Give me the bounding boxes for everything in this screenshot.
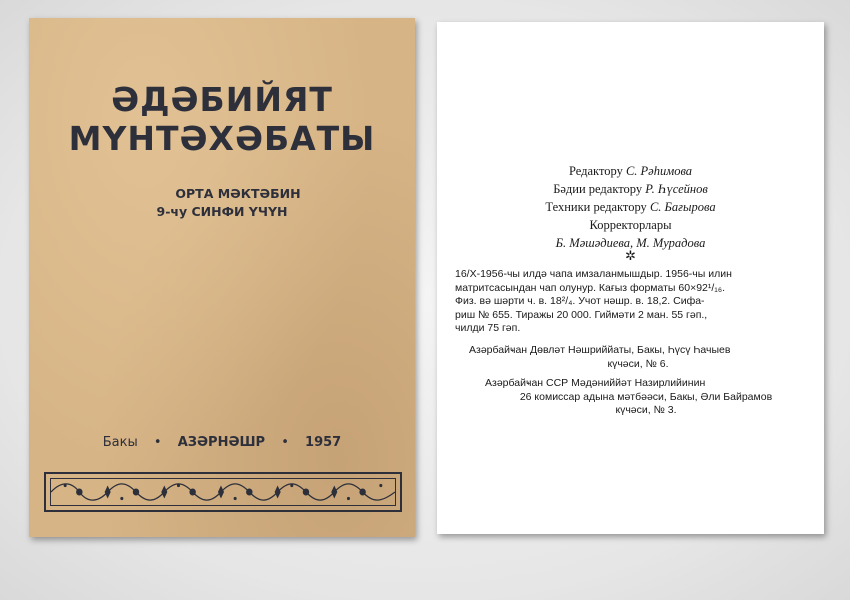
print-line: чилди 75 гәп. xyxy=(455,322,521,334)
cover-subtitle-line-1: ОРТА МӘКТӘБИН xyxy=(175,186,301,201)
printer-address xyxy=(455,377,807,418)
credit-name: Р. Һүсейнов xyxy=(645,182,708,196)
print-line: риш № 655. Тиражы 20 000. Гиймәти 2 ман. 55 гәп., xyxy=(455,308,708,321)
cover-year: 1957 xyxy=(305,435,342,450)
book-cover xyxy=(29,18,415,537)
credit-label: Бәдии редактору xyxy=(553,182,643,196)
imprint-page xyxy=(437,22,824,534)
credit-label: Редактору xyxy=(568,164,623,178)
printer-line: 26 комиссар адына мәтбәәси, Бакы, Әли Байрамов xyxy=(519,390,773,403)
publisher-address xyxy=(455,344,807,371)
cover-title-line-2: МҮНТӘХӘБАТЫ xyxy=(68,119,376,158)
credit-proofreaders-names: Б. Мәшәдиева, М. Мурадова xyxy=(555,236,706,250)
cover-subtitle-line-2: 9-чу СИНФИ ҮЧҮН xyxy=(156,204,288,219)
publisher-line: күчәси, № 6. xyxy=(607,357,669,370)
floral-ornament-icon xyxy=(51,479,395,505)
cover-city: Бакы xyxy=(102,435,138,450)
ornamental-border xyxy=(44,472,402,512)
print-line: Физ. вә шәрти ч. в. 18²/₄. Учот нәшр. в. 18,2. Сифа- xyxy=(455,295,705,307)
credit-label: Техники редактору xyxy=(545,200,647,214)
print-line: 16/X-1956-чы илдә чапа имзаланмышдыр. 1956-чы илин xyxy=(455,268,732,280)
credit-art-editor xyxy=(437,180,824,198)
credit-proofreaders-label: Корректорлары xyxy=(589,218,672,232)
credits-block xyxy=(437,162,824,252)
print-line: матритсасындан чап олунур. Кағыз форматы 60×92¹/₁₆. xyxy=(455,281,725,294)
ornament-band xyxy=(50,478,396,506)
cover-imprint-line xyxy=(29,435,415,450)
printer-line: Азәрбайҹан ССР Мәдәниййәт Назирлийинин xyxy=(485,377,706,389)
publisher-line: Азәрбайҹан Дөвләт Нәшриййаты, Бакы, Һүсү Һачыев xyxy=(469,344,731,356)
star-ornament-icon: ✲ xyxy=(625,248,636,263)
credit-editor xyxy=(437,162,824,180)
print-details xyxy=(455,268,807,336)
cover-title-line-1: ӘДӘБИЙЯТ xyxy=(111,80,333,119)
credit-tech-editor xyxy=(437,198,824,216)
separator-dot: • xyxy=(153,435,162,450)
printer-line: күчәси, № 3. xyxy=(615,404,677,416)
separator-dot: • xyxy=(281,435,289,450)
credit-name: С. Бағырова xyxy=(649,200,716,214)
cover-publisher: АЗӘРНӘШР xyxy=(177,435,266,450)
credit-name: С. Рәһимова xyxy=(625,164,693,178)
